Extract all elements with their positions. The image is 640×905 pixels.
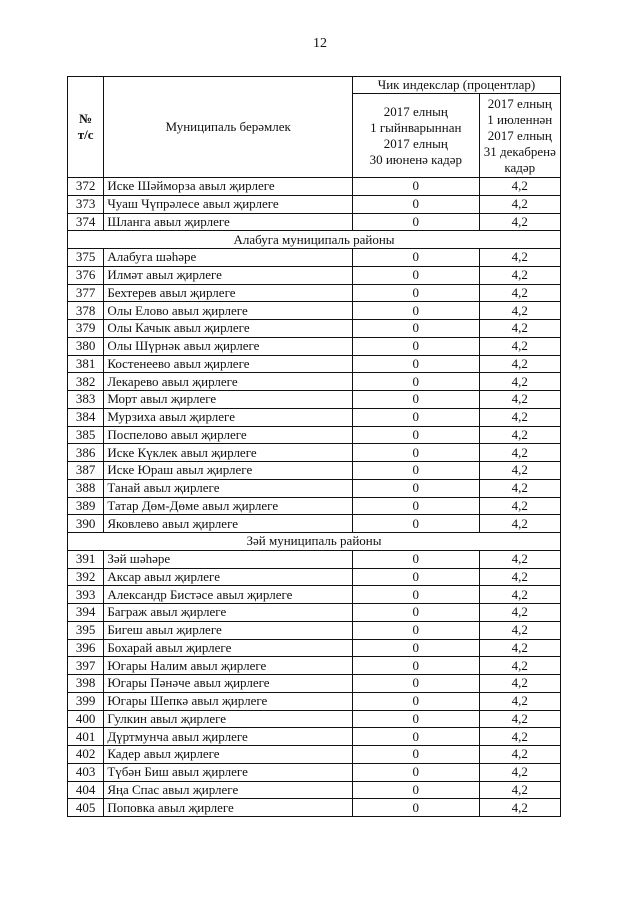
second-half-value: 4,2 [479,568,560,586]
table-row [68,621,561,639]
second-half-value: 4,2 [479,763,560,781]
row-number: 394 [68,604,104,622]
table-row [68,266,561,284]
second-half-value: 4,2 [479,337,560,355]
second-half-value: 4,2 [479,178,560,196]
municipality-name: Олы Качык авыл җирлеге [104,320,353,338]
table-row [68,568,561,586]
row-number: 382 [68,373,104,391]
row-number: 377 [68,284,104,302]
row-number: 392 [68,568,104,586]
row-number: 403 [68,763,104,781]
table-row [68,373,561,391]
table-row [68,408,561,426]
municipality-name: Югары Пәнәче авыл җирлеге [104,675,353,693]
first-half-value: 0 [353,355,480,373]
table-row [68,302,561,320]
second-half-value: 4,2 [479,657,560,675]
row-number: 388 [68,479,104,497]
first-half-value: 0 [353,302,480,320]
municipality-name: Алабуга шәһәре [104,249,353,267]
table-row [68,249,561,267]
first-half-value: 0 [353,266,480,284]
municipality-name: Иске Юраш авыл җирлеге [104,462,353,480]
first-half-value: 0 [353,728,480,746]
municipality-name: Олы Шүрнәк авыл җирлеге [104,337,353,355]
municipality-name: Иске Шәйморза авыл җирлеге [104,178,353,196]
row-number: 383 [68,391,104,409]
row-number: 384 [68,408,104,426]
table-row [68,515,561,533]
row-number: 391 [68,550,104,568]
header-second-half: 2017 елның 1 июленнән 2017 елның 31 декабренә кадәр [479,94,560,178]
row-number: 387 [68,462,104,480]
header-first-half: 2017 елның 1 гыйнварыннан 2017 елның 30 июненә кадәр [353,94,480,178]
table-row [68,639,561,657]
municipality-name: Зәй шәһәре [104,550,353,568]
table-row [68,728,561,746]
first-half-value: 0 [353,515,480,533]
second-half-value: 4,2 [479,604,560,622]
second-half-value: 4,2 [479,373,560,391]
second-half-value: 4,2 [479,692,560,710]
municipality-name: Югары Налим авыл җирлеге [104,657,353,675]
header-limit-indices: Чик индекслар (процентлар) [353,77,561,94]
first-half-value: 0 [353,408,480,426]
municipality-name: Дүртмунча авыл җирлеге [104,728,353,746]
row-number: 401 [68,728,104,746]
row-number: 380 [68,337,104,355]
second-half-value: 4,2 [479,621,560,639]
second-half-value: 4,2 [479,320,560,338]
municipality-name: Иске Күклек авыл җирлеге [104,444,353,462]
row-number: 378 [68,302,104,320]
first-half-value: 0 [353,550,480,568]
row-number: 396 [68,639,104,657]
row-number: 398 [68,675,104,693]
first-half-value: 0 [353,284,480,302]
first-half-value: 0 [353,675,480,693]
first-half-value: 0 [353,320,480,338]
municipality-name: Илмәт авыл җирлеге [104,266,353,284]
row-number: 404 [68,781,104,799]
table-row [68,746,561,764]
first-half-value: 0 [353,391,480,409]
row-number: 402 [68,746,104,764]
municipality-name: Кадер авыл җирлеге [104,746,353,764]
second-half-value: 4,2 [479,213,560,231]
header-number-text: № т/с [77,111,94,142]
first-half-value: 0 [353,373,480,391]
row-number: 386 [68,444,104,462]
municipality-name: Александр Бистәсе авыл җирлеге [104,586,353,604]
table-row [68,426,561,444]
first-half-value: 0 [353,444,480,462]
row-number: 375 [68,249,104,267]
table-row [68,550,561,568]
second-half-value: 4,2 [479,302,560,320]
table-row [68,320,561,338]
table-row [68,444,561,462]
second-half-value: 4,2 [479,781,560,799]
municipality-name: Поспелово авыл җирлеге [104,426,353,444]
index-table [67,76,561,817]
row-number: 390 [68,515,104,533]
table-row [68,586,561,604]
first-half-value: 0 [353,586,480,604]
table-row [68,710,561,728]
row-number: 393 [68,586,104,604]
table-row [68,657,561,675]
municipality-name: Шланга авыл җирлеге [104,213,353,231]
first-half-value: 0 [353,178,480,196]
row-number: 397 [68,657,104,675]
row-number: 399 [68,692,104,710]
municipality-name: Югары Шепкә авыл җирлеге [104,692,353,710]
page-number: 12 [313,36,327,51]
row-number: 385 [68,426,104,444]
municipality-name: Яковлево авыл җирлеге [104,515,353,533]
municipality-name: Лекарево авыл җирлеге [104,373,353,391]
row-number: 400 [68,710,104,728]
first-half-value: 0 [353,249,480,267]
second-half-value: 4,2 [479,355,560,373]
municipality-name: Түбән Биш авыл җирлеге [104,763,353,781]
table-row [68,781,561,799]
second-half-value: 4,2 [479,462,560,480]
second-half-value: 4,2 [479,249,560,267]
second-half-value: 4,2 [479,586,560,604]
municipality-name: Мурзиха авыл җирлеге [104,408,353,426]
first-half-value: 0 [353,213,480,231]
municipality-name: Бигеш авыл җирлеге [104,621,353,639]
table-row [68,604,561,622]
header-number [68,77,104,178]
row-number: 374 [68,213,104,231]
municipality-name: Чуаш Чүпрәлесе авыл җирлеге [104,195,353,213]
first-half-value: 0 [353,746,480,764]
second-half-value: 4,2 [479,497,560,515]
second-half-value: 4,2 [479,728,560,746]
table-row [68,675,561,693]
second-half-value: 4,2 [479,710,560,728]
row-number: 405 [68,799,104,817]
region-row [68,231,561,249]
second-half-value: 4,2 [479,515,560,533]
table-row [68,763,561,781]
second-half-value: 4,2 [479,479,560,497]
first-half-value: 0 [353,763,480,781]
first-half-value: 0 [353,692,480,710]
first-half-value: 0 [353,497,480,515]
municipality-name: Бехтерев авыл җирлеге [104,284,353,302]
table-row [68,692,561,710]
first-half-value: 0 [353,639,480,657]
municipality-name: Гулкин авыл җирлеге [104,710,353,728]
first-half-value: 0 [353,462,480,480]
second-half-value: 4,2 [479,391,560,409]
municipality-name: Баграж авыл җирлеге [104,604,353,622]
table-body [68,178,561,817]
first-half-value: 0 [353,799,480,817]
table-row [68,479,561,497]
first-half-value: 0 [353,337,480,355]
table-row [68,213,561,231]
second-half-value: 4,2 [479,550,560,568]
first-half-value: 0 [353,195,480,213]
second-half-value: 4,2 [479,284,560,302]
municipality-name: Олы Елово авыл җирлеге [104,302,353,320]
first-half-value: 0 [353,781,480,799]
municipality-name: Морт авыл җирлеге [104,391,353,409]
second-half-value: 4,2 [479,799,560,817]
second-half-value: 4,2 [479,675,560,693]
table-row [68,799,561,817]
table-row [68,497,561,515]
first-half-value: 0 [353,621,480,639]
municipality-name: Костенеево авыл җирлеге [104,355,353,373]
first-half-value: 0 [353,568,480,586]
table-row [68,178,561,196]
second-half-value: 4,2 [479,444,560,462]
table-row [68,337,561,355]
second-half-value: 4,2 [479,266,560,284]
municipality-name: Аксар авыл җирлеге [104,568,353,586]
municipality-name: Яңа Спас авыл җирлеге [104,781,353,799]
region-row [68,533,561,551]
municipality-name: Поповка авыл җирлеге [104,799,353,817]
row-number: 381 [68,355,104,373]
row-number: 379 [68,320,104,338]
second-half-value: 4,2 [479,746,560,764]
table-row [68,195,561,213]
second-half-value: 4,2 [479,426,560,444]
table-row [68,284,561,302]
municipality-name: Танай авыл җирлеге [104,479,353,497]
row-number: 389 [68,497,104,515]
row-number: 395 [68,621,104,639]
region-title: Алабуга муниципаль районы [68,231,561,249]
first-half-value: 0 [353,479,480,497]
second-half-value: 4,2 [479,408,560,426]
municipality-name: Бохарай авыл җирлеге [104,639,353,657]
second-half-value: 4,2 [479,195,560,213]
table-row [68,355,561,373]
second-half-value: 4,2 [479,639,560,657]
first-half-value: 0 [353,710,480,728]
first-half-value: 0 [353,426,480,444]
row-number: 372 [68,178,104,196]
region-title: Зәй муниципаль районы [68,533,561,551]
header-municipality: Муниципаль берәмлек [104,77,353,178]
municipality-name: Татар Дөм-Дөме авыл җирлеге [104,497,353,515]
table-row [68,462,561,480]
table-row [68,391,561,409]
first-half-value: 0 [353,604,480,622]
first-half-value: 0 [353,657,480,675]
row-number: 376 [68,266,104,284]
row-number: 373 [68,195,104,213]
